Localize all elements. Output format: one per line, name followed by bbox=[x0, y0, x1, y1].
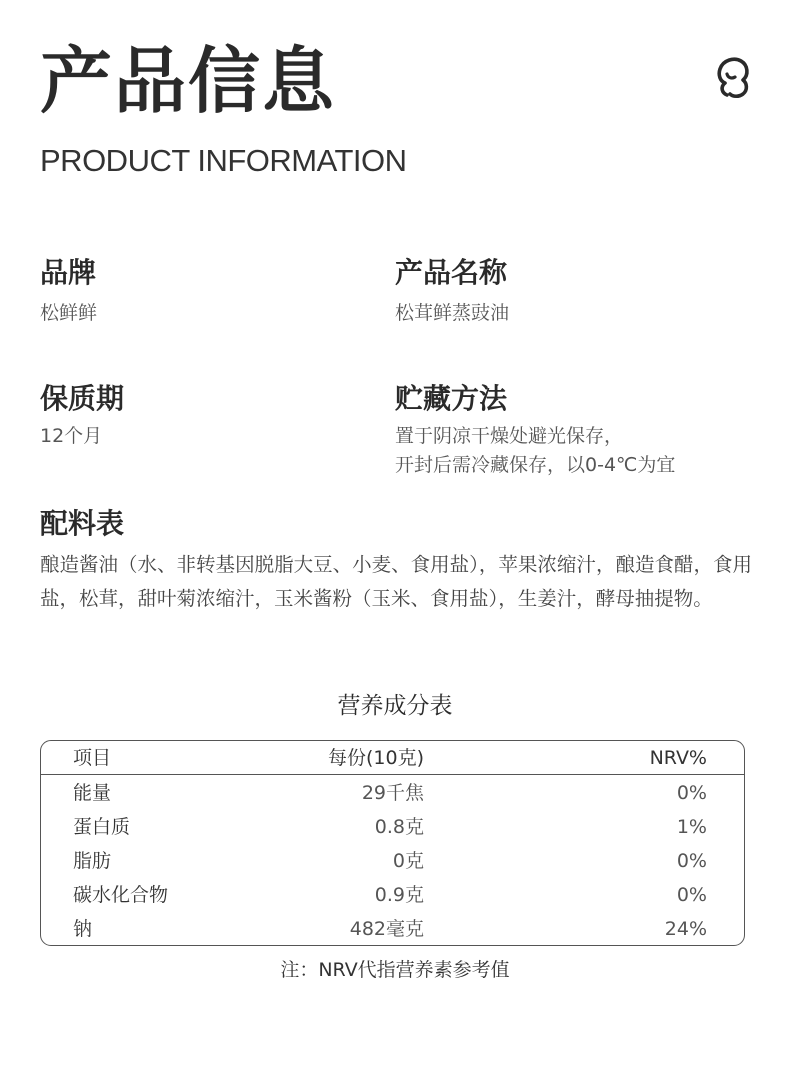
page-title: 产品信息 bbox=[40, 39, 337, 123]
table-row bbox=[41, 776, 744, 810]
table-row bbox=[41, 844, 744, 878]
header-item: 项目 bbox=[73, 747, 112, 769]
nutrient-name: 脂肪 bbox=[73, 850, 112, 872]
nutrient-amount: 0.8克 bbox=[374, 816, 424, 838]
nutrient-amount: 482毫克 bbox=[349, 918, 424, 940]
nutrient-amount: 0克 bbox=[392, 850, 424, 872]
product-name-value: 松茸鲜蒸豉油 bbox=[395, 302, 510, 324]
nutrient-nrv: 1% bbox=[676, 816, 707, 838]
nutrition-footnote: 注：NRV代指营养素参考值 bbox=[280, 959, 510, 981]
header-per-serving: 每份(10克) bbox=[327, 747, 424, 769]
brand-value: 松鲜鲜 bbox=[40, 302, 98, 324]
ingredients-label: 配料表 bbox=[40, 507, 125, 540]
shelf-life-value: 12个月 bbox=[40, 425, 103, 447]
page-subtitle: PRODUCT INFORMATION bbox=[40, 143, 407, 178]
ingredients-text: 酿造酱油（水、非转基因脱脂大豆、小麦、食用盐），苹果浓缩汁，酿造食醋，食用盐，松茸，甜叶菊浓缩汁，玉米酱粉（玉米、食用盐），生姜汁，酵母抽提物。 bbox=[40, 553, 752, 610]
table-row bbox=[41, 810, 744, 844]
nutrient-name: 蛋白质 bbox=[73, 816, 131, 838]
nutrient-nrv: 0% bbox=[676, 782, 707, 804]
shelf-life-label: 保质期 bbox=[40, 382, 125, 415]
nutrition-title: 营养成分表 bbox=[337, 693, 453, 719]
table-row bbox=[41, 912, 744, 946]
storage-value: 置于阴凉干燥处避光保存， 开封后需冷藏保存，以0-4℃为宜 bbox=[395, 425, 676, 476]
nutrient-name: 钠 bbox=[73, 918, 93, 940]
header-nrv: NRV% bbox=[649, 747, 707, 769]
storage-label: 贮藏方法 bbox=[395, 382, 508, 415]
nutrient-name: 碳水化合物 bbox=[73, 884, 169, 906]
table-row bbox=[41, 878, 744, 912]
mushroom-logo-icon bbox=[714, 55, 752, 99]
nutrition-header-row bbox=[41, 741, 744, 775]
nutrition-table bbox=[40, 740, 745, 946]
nutrient-nrv: 0% bbox=[676, 884, 707, 906]
nutrient-name: 能量 bbox=[73, 782, 112, 804]
product-name-label: 产品名称 bbox=[395, 256, 508, 289]
nutrient-nrv: 24% bbox=[664, 918, 707, 940]
nutrient-nrv: 0% bbox=[676, 850, 707, 872]
nutrient-amount: 29千焦 bbox=[361, 782, 424, 804]
brand-label: 品牌 bbox=[40, 256, 97, 289]
nutrient-amount: 0.9克 bbox=[374, 884, 424, 906]
